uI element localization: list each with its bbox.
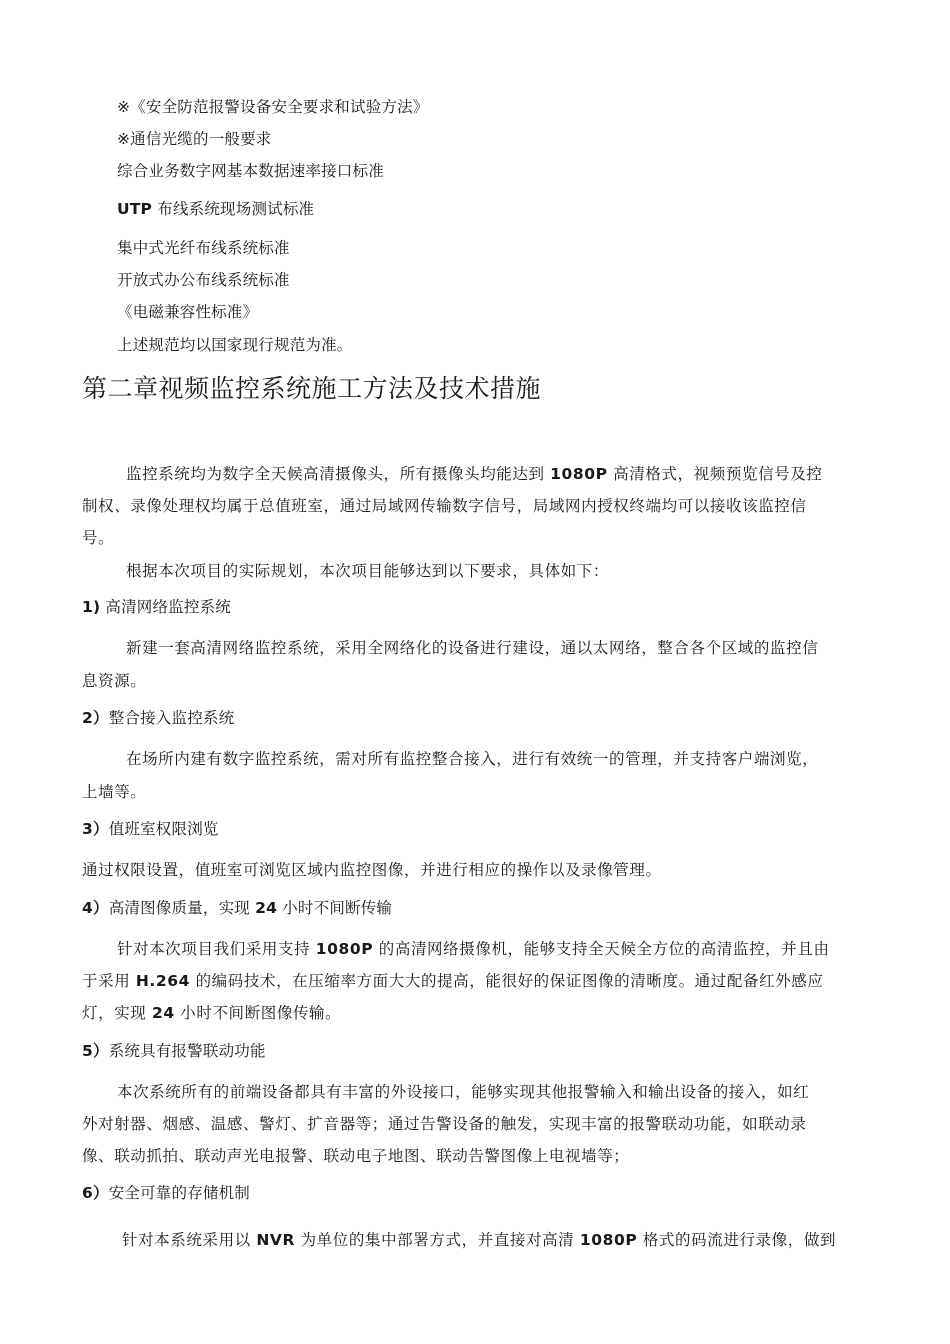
item-5-line-1: 本次系统所有的前端设备都具有丰富的外设接口，能够实现其他报警输入和输出设备的接入，如红 — [117, 1083, 810, 1101]
standard-item-5: 集中式光纤布线系统标准 — [117, 239, 290, 257]
item-6-heading: 6）安全可靠的存储机制 — [82, 1184, 250, 1202]
item-4-line-1: 针对本次项目我们采用支持 1080P 的高清网络摄像机，能够支持全天候全方位的高清监控，并且由 — [117, 940, 830, 958]
item-4-line-2: 于采用 H.264 的编码技术，在压缩率方面大大的提高，能很好的保证图像的清晰度。通过配备红外感应 — [82, 972, 824, 990]
standard-item-1: ※《安全防范报警设备安全要求和试验方法》 — [117, 98, 429, 116]
standard-item-4: UTP 布线系统现场测试标准 — [117, 200, 315, 218]
item-3-heading: 3）值班室权限浏览 — [82, 820, 219, 838]
item-3-line-1: 通过权限设置，值班室可浏览区域内监控图像，并进行相应的操作以及录像管理。 — [82, 861, 662, 879]
standard-item-3: 综合业务数字网基本数据速率接口标准 — [117, 162, 384, 180]
item-2-heading: 2）整合接入监控系统 — [82, 709, 235, 727]
standard-item-8: 上述规范均以国家现行规范为准。 — [117, 336, 353, 354]
item-6-line-1: 针对本系统采用以 NVR 为单位的集中部署方式，并直接对高清 1080P 格式的码流进行录像，做到 — [122, 1231, 837, 1249]
item-1-heading: 1) 高清网络监控系统 — [82, 598, 232, 616]
intro-line-3: 号。 — [82, 529, 115, 547]
item-5-line-2: 外对射器、烟感、温感、警灯、扩音器等；通过告警设备的触发，实现丰富的报警联动功能，如联动录 — [82, 1115, 807, 1133]
item-5-line-3: 像、联动抓拍、联动声光电报警、联动电子地图、联动告警图像上电视墙等； — [82, 1147, 630, 1165]
item-5-heading: 5）系统具有报警联动功能 — [82, 1042, 266, 1060]
intro-line-1: 监控系统均为数字全天候高清摄像头，所有摄像头均能达到 1080P 高清格式，视频预览信号及控 — [126, 465, 823, 483]
standard-item-7: 《电磁兼容性标准》 — [117, 303, 259, 321]
standard-item-2: ※通信光缆的一般要求 — [117, 130, 272, 148]
item-2-line-1: 在场所内建有数字监控系统，需对所有监控整合接入，进行有效统一的管理，并支持客户端浏览， — [126, 750, 819, 768]
item-1-line-1: 新建一套高清网络监控系统，采用全网络化的设备进行建设，通以太网络，整合各个区域的监控信 — [126, 639, 819, 657]
item-2-line-2: 上墙等。 — [82, 783, 147, 801]
item-4-heading: 4）高清图像质量，实现 24 小时不间断传输 — [82, 899, 393, 917]
intro-line-2: 制权、录像处理权均属于总值班室，通过局域网传输数字信号，局域网内授权终端均可以接收该监控信 — [82, 497, 807, 515]
standard-item-6: 开放式办公布线系统标准 — [117, 271, 290, 289]
chapter-title: 第二章视频监控系统施工方法及技术措施 — [82, 374, 542, 403]
intro-line-4: 根据本次项目的实际规划，本次项目能够达到以下要求，具体如下： — [126, 562, 610, 580]
item-1-line-2: 息资源。 — [82, 672, 147, 690]
item-4-line-3: 灯，实现 24 小时不间断图像传输。 — [82, 1004, 342, 1022]
